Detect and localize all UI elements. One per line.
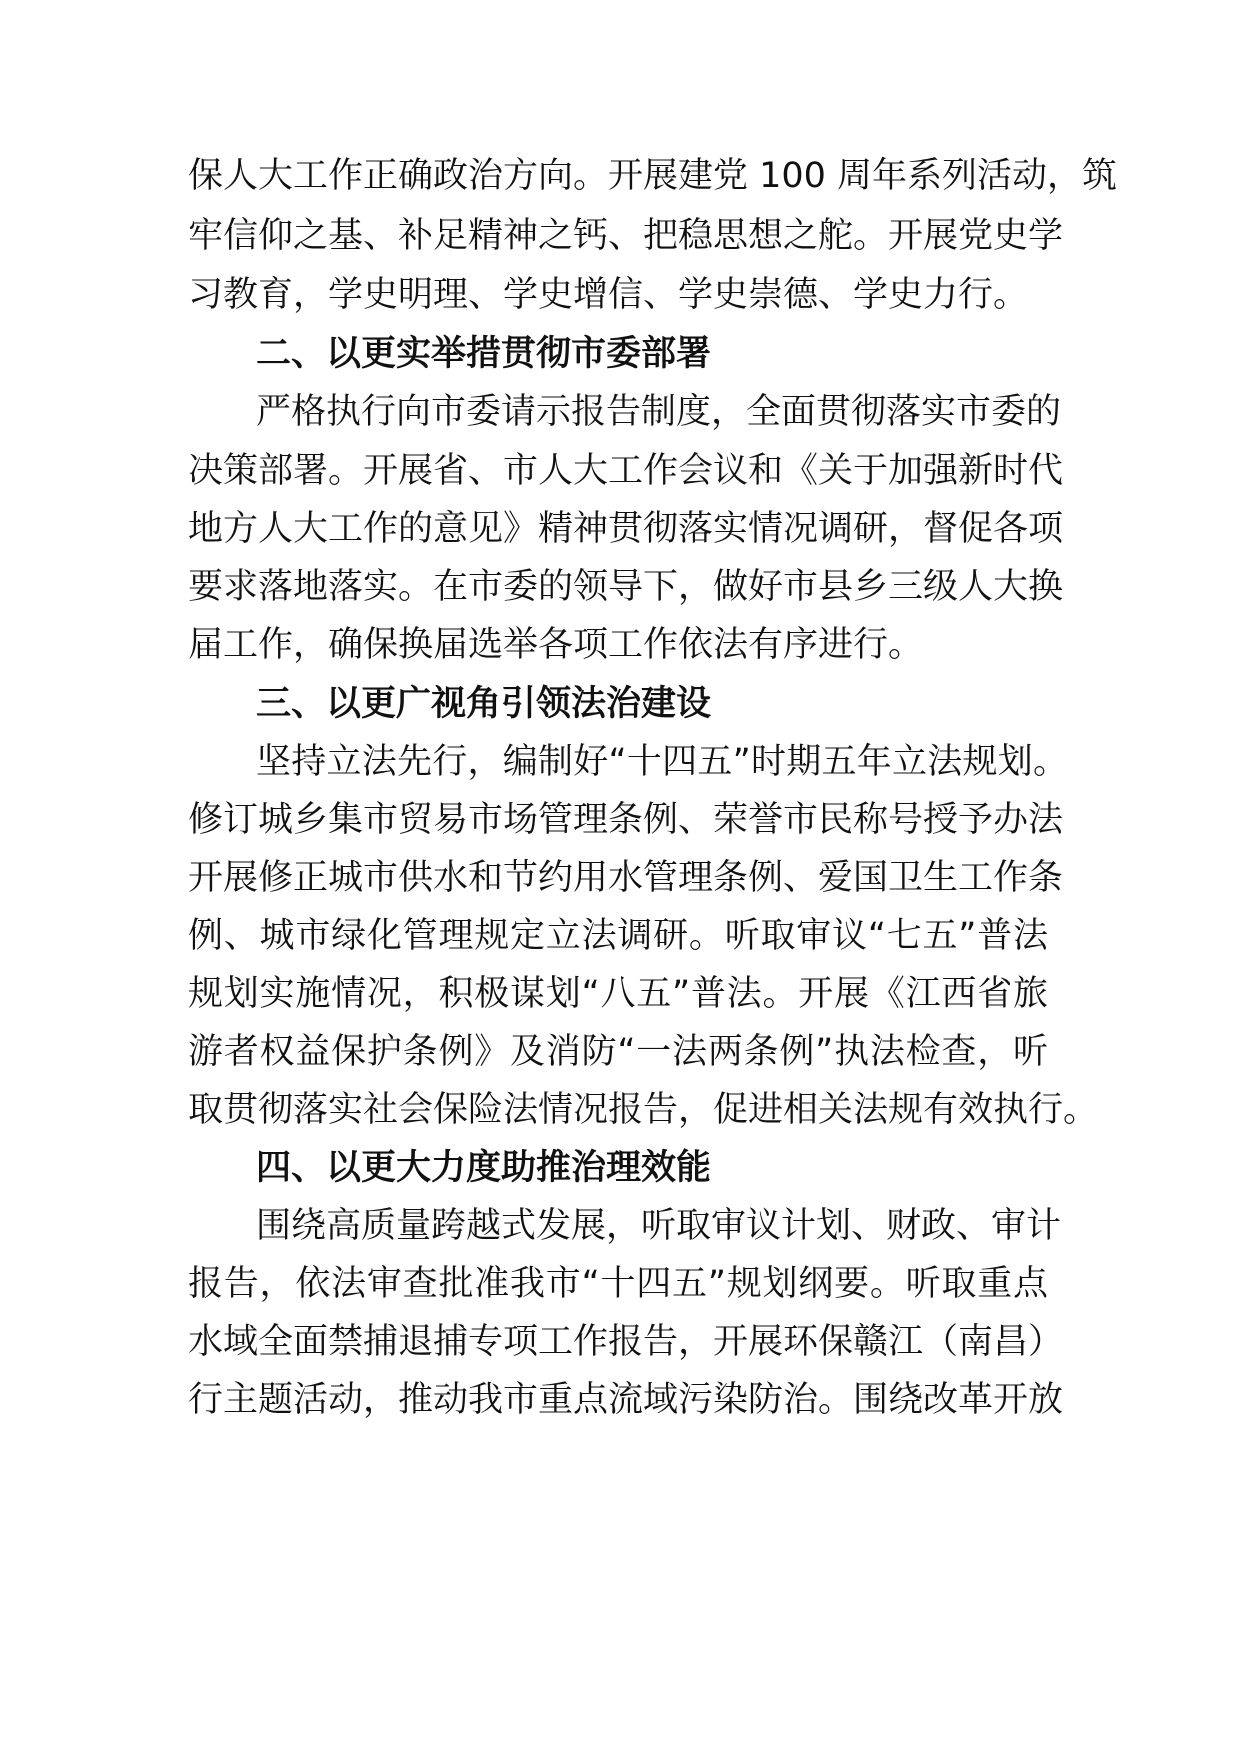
paragraph-line: 修订城乡集市贸易市场管理条例、荣誉市民称号授予办法 — [188, 800, 1064, 840]
paragraph-line: 保人大工作正确政治方向。开展建党 100 周年系列活动，筑 — [188, 156, 1118, 196]
paragraph-line: 坚持立法先行，编制好“十四五”时期五年立法规划。 — [256, 742, 1068, 782]
paragraph-line: 规划实施情况，积极谋划“八五”普法。开展《江西省旅 — [188, 974, 1048, 1014]
section-heading: 三、以更广视角引领法治建设 — [256, 684, 712, 724]
paragraph-line: 要求落地落实。在市委的领导下，做好市县乡三级人大换 — [188, 567, 1064, 607]
paragraph-line: 牢信仰之基、补足精神之钙、把稳思想之舵。开展党史学 — [188, 216, 1064, 256]
paragraph-line: 游者权益保护条例》及消防“一法两条例”执法检查，听 — [188, 1032, 1048, 1072]
section-heading: 二、以更实举措贯彻市委部署 — [256, 334, 712, 374]
paragraph-line: 围绕高质量跨越式发展，听取审议计划、财政、审计 — [256, 1206, 1062, 1246]
paragraph-line: 行主题活动，推动我市重点流域污染防治。围绕改革开放 — [188, 1380, 1064, 1420]
paragraph-line: 习教育，学史明理、学史增信、学史崇德、学史力行。 — [188, 275, 1029, 315]
paragraph-line: 届工作，确保换届选举各项工作依法有序进行。 — [188, 625, 924, 665]
paragraph-line: 取贯彻落实社会保险法情况报告，促进相关法规有效执行。 — [188, 1090, 1099, 1130]
paragraph-line: 地方人大工作的意见》精神贯彻落实情况调研，督促各项 — [188, 509, 1064, 549]
paragraph-line: 决策部署。开展省、市人大工作会议和《关于加强新时代 — [188, 451, 1064, 491]
paragraph-line: 报告，依法审查批准我市“十四五”规划纲要。听取重点 — [188, 1264, 1048, 1304]
section-heading: 四、以更大力度助推治理效能 — [256, 1148, 712, 1188]
paragraph-line: 例、城市绿化管理规定立法调研。听取审议“七五”普法 — [188, 916, 1048, 956]
paragraph-line: 水域全面禁捕退捕专项工作报告，开展环保赣江（南昌） — [188, 1322, 1064, 1362]
paragraph-line: 严格执行向市委请示报告制度，全面贯彻落实市委的 — [256, 392, 1062, 432]
paragraph-line: 开展修正城市供水和节约用水管理条例、爱国卫生工作条 — [188, 858, 1064, 898]
